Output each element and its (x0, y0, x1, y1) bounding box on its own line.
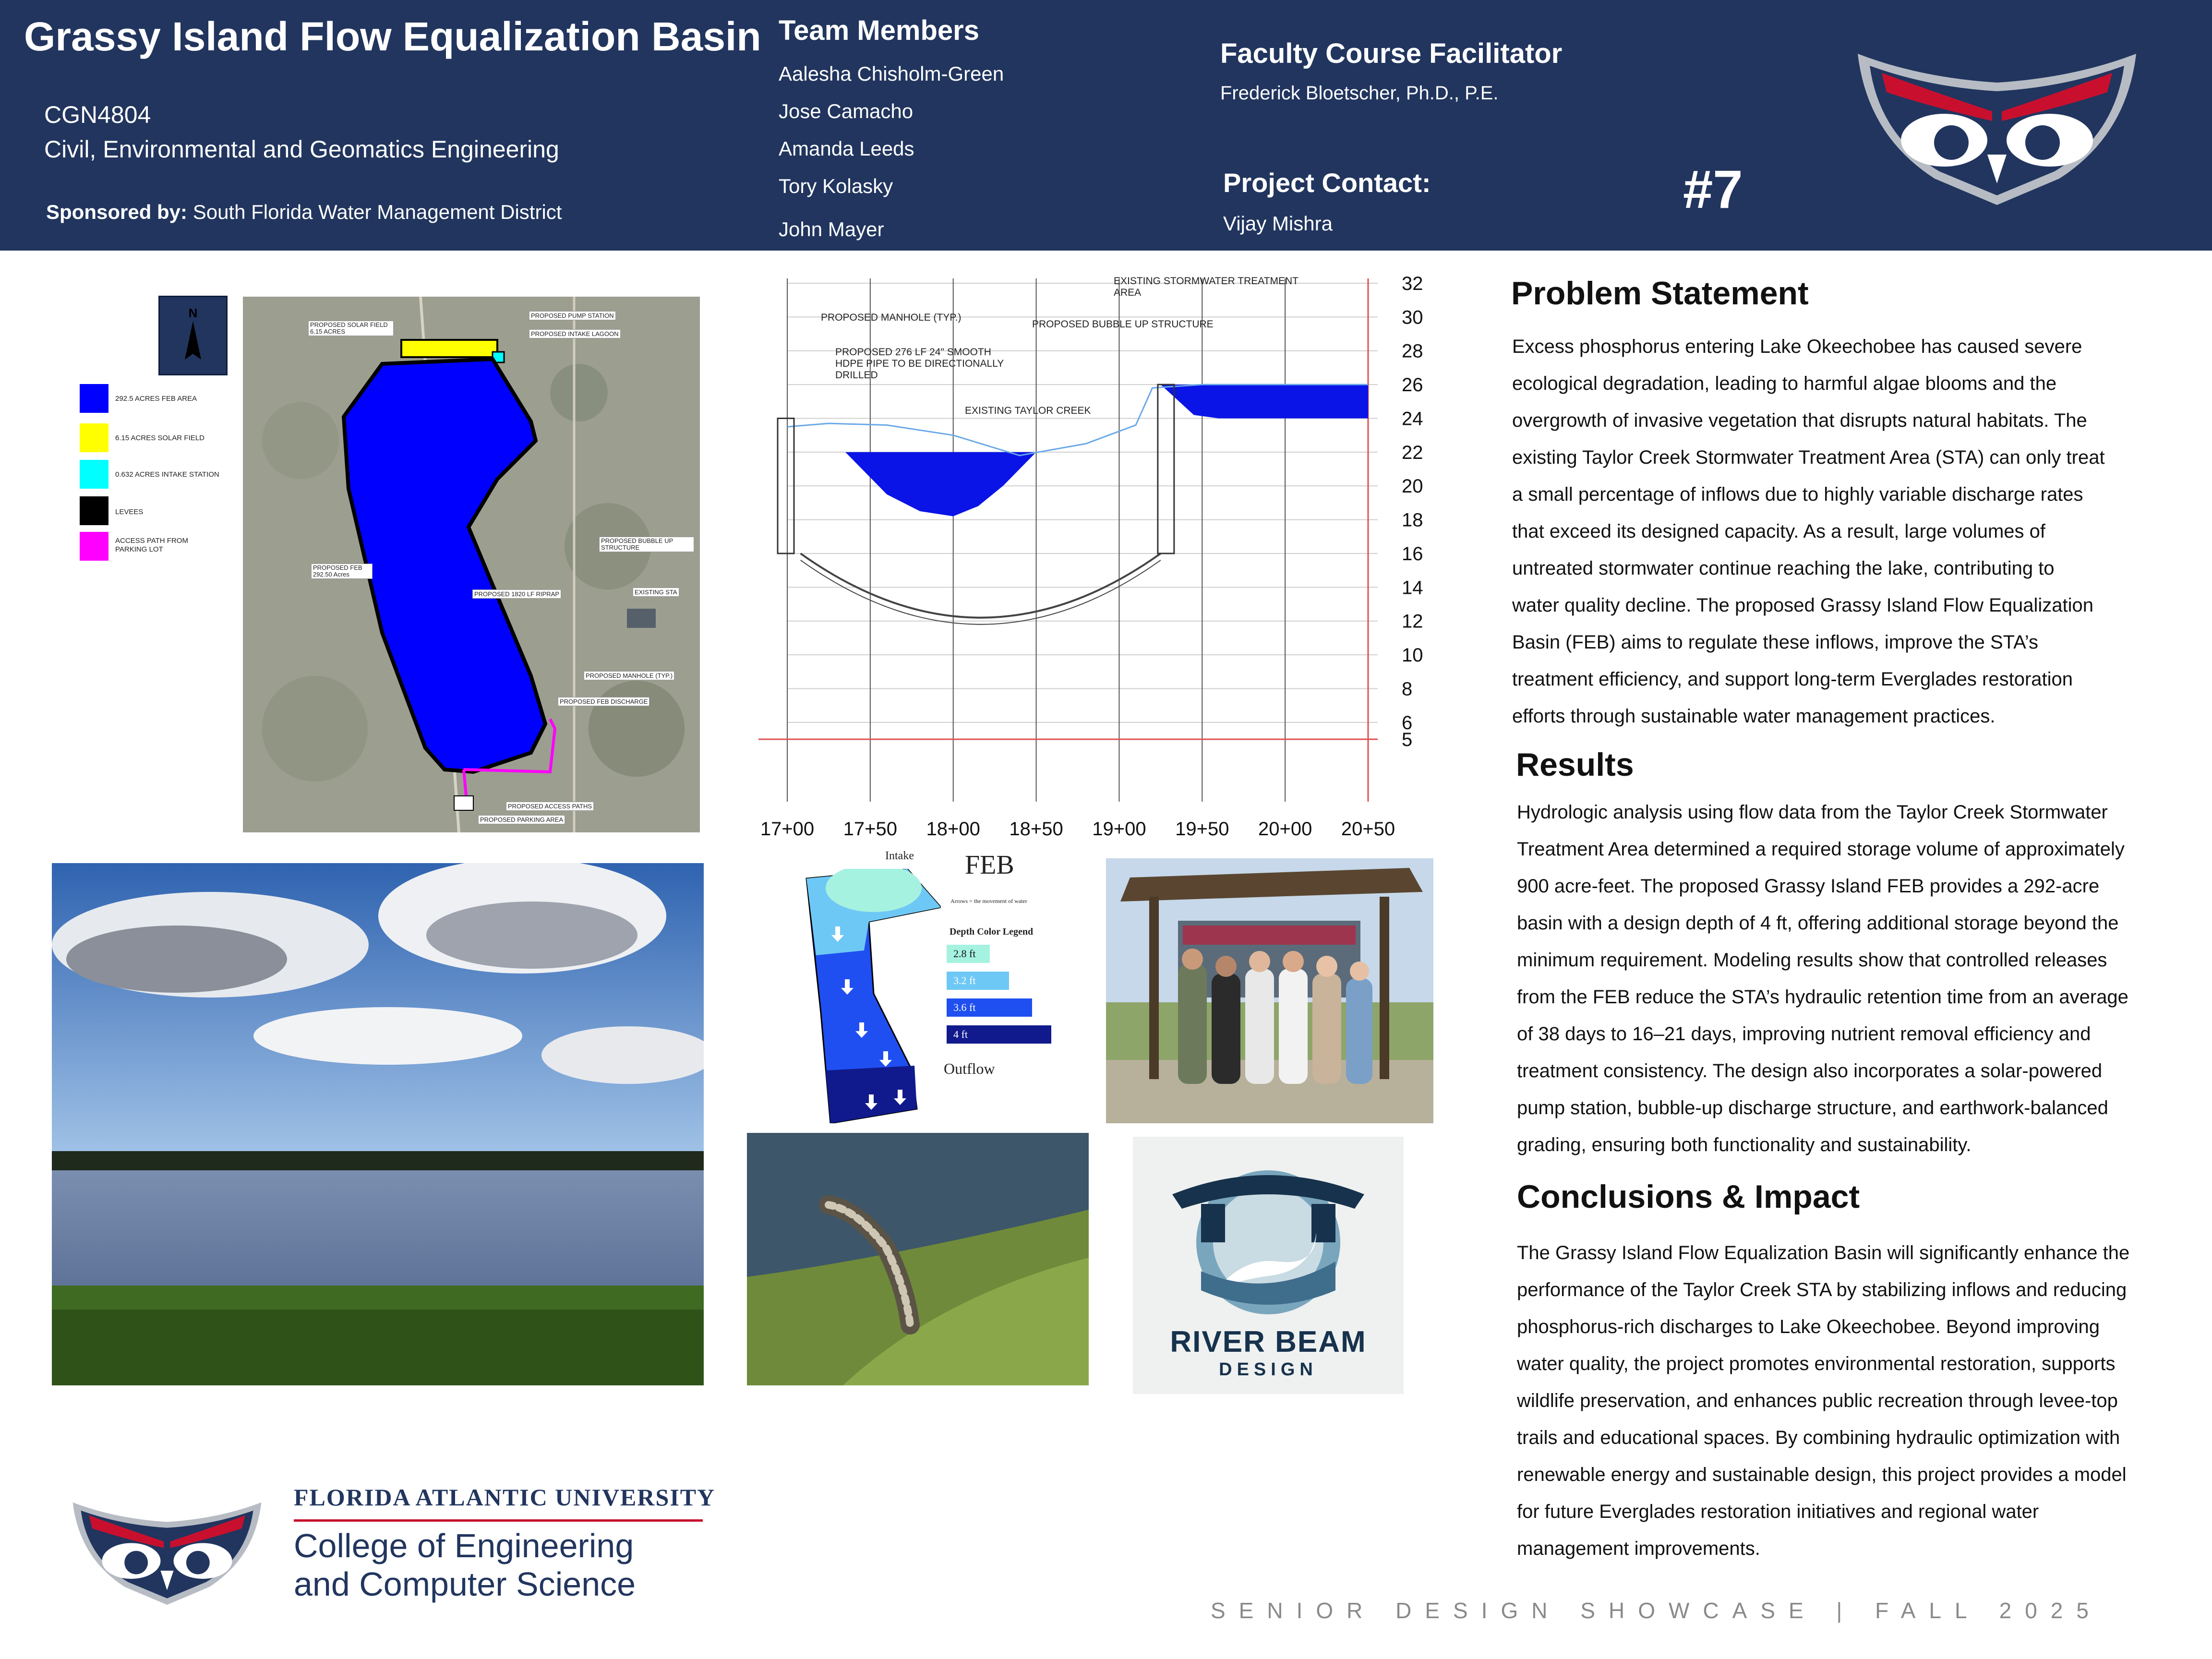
legend-label: 0.632 ACRES INTAKE STATION (115, 470, 219, 479)
hdpe-pipe-line (801, 553, 1161, 618)
map-label-manhole: PROPOSED MANHOLE (TYP.) (584, 671, 674, 680)
legend-swatch-levees (80, 496, 108, 525)
hdpe-pipe-line (801, 560, 1161, 625)
river-beam-logo (1133, 1137, 1404, 1394)
legend-swatch-solar (80, 423, 108, 452)
results-body (1517, 794, 2128, 1164)
profile-annotation-line: EXISTING TAYLOR CREEK (965, 405, 1091, 416)
feb-intake-label: Intake (885, 850, 914, 862)
map-label-intake: PROPOSED INTAKE LAGOON (529, 329, 621, 338)
legend-label: 6.15 ACRES SOLAR FIELD (115, 434, 204, 442)
north-arrow-box (158, 296, 228, 375)
map-label-existing-sta: EXISTING STA (633, 588, 679, 597)
x-tick-label: 17+00 (760, 818, 815, 840)
poster-header (0, 0, 2212, 251)
depth-legend-item: 3.2 ft (947, 972, 1009, 990)
team-photo-image (1106, 858, 1433, 1123)
map-label-discharge: PROPOSED FEB DISCHARGE (558, 697, 649, 706)
problem-line: overgrowth of invasive vegetation that disrupts natural habitats. The (1512, 410, 2087, 431)
college-line-2: and Computer Science (294, 1565, 636, 1603)
team-heading: Team Members (779, 15, 979, 46)
map-label-access: PROPOSED ACCESS PATHS (506, 802, 594, 811)
sta-water-area (1161, 385, 1368, 418)
university-divider (294, 1519, 703, 1522)
university-name: FLORIDA ATLANTIC UNIVERSITY (294, 1484, 716, 1511)
problem-body (1512, 328, 2105, 735)
profile-annotation-line: AREA (1114, 287, 1142, 298)
results-line: of 38 days to 16–21 days, improving nutrient removal efficiency and (1517, 1023, 2091, 1045)
team-member: Tory Kolasky (779, 175, 893, 197)
profile-annotation (1114, 276, 1298, 298)
conclusions-line: for future Everglades restoration initiatives and regional water (1517, 1501, 2039, 1522)
x-tick-label: 17+50 (843, 818, 898, 840)
feb-legend-title: Depth Color Legend (950, 926, 1034, 937)
profile-annotation (821, 312, 962, 323)
y-tick-label: 24 (1402, 408, 1423, 430)
results-line: grading, ensuring both functionality and sustainability. (1517, 1134, 1972, 1155)
logo-line-1: RIVER BEAM (1170, 1325, 1367, 1358)
feb-outflow-label: Outflow (944, 1060, 995, 1077)
team-member: Aalesha Chisholm-Green (779, 62, 1004, 85)
faculty-name: Frederick Bloetscher, Ph.D., P.E. (1220, 83, 1499, 104)
results-line: minimum requirement. Modeling results show that controlled releases (1517, 950, 2107, 971)
faculty-heading: Faculty Course Facilitator (1220, 38, 1563, 69)
y-tick-label: 10 (1402, 645, 1423, 666)
conclusions-line: phosphorus-rich discharges to Lake Okeechobee. Beyond improving (1517, 1316, 2100, 1337)
y-tick-label: 20 (1402, 476, 1423, 497)
team-member: Amanda Leeds (779, 137, 914, 160)
contact-name: Vijay Mishra (1223, 212, 1333, 235)
profile-annotation (1032, 319, 1214, 330)
map-label-riprap: PROPOSED 1820 LF RIPRAP (472, 589, 561, 599)
profile-annotation (965, 405, 1091, 416)
map-label-solar: PROPOSED SOLAR FIELD 6.15 ACRES (308, 321, 394, 336)
team-member: John Mayer (779, 218, 884, 240)
profile-annotation-line: PROPOSED MANHOLE (TYP.) (821, 312, 962, 323)
profile-chart (739, 259, 1426, 845)
feb-basin-shape (797, 869, 941, 1123)
y-tick-label: 16 (1402, 543, 1423, 565)
y-tick-label: 30 (1402, 307, 1423, 328)
site-map (243, 297, 700, 832)
depth-legend-item: 2.8 ft (947, 945, 990, 963)
department-name: Civil, Environmental and Geomatics Engineering (44, 136, 559, 163)
sponsor-line (46, 201, 562, 224)
y-tick-label: 12 (1402, 611, 1423, 632)
alligator-photo-image (747, 1133, 1089, 1385)
conclusions-line: The Grassy Island Flow Equalization Basin will significantly enhance the (1517, 1242, 2130, 1263)
results-line: treatment consistency. The design also incorporates a solar-powered (1517, 1060, 2103, 1082)
college-name (294, 1527, 636, 1603)
contact-heading: Project Contact: (1223, 168, 1431, 198)
problem-line: a small percentage of inflows due to highly variable discharge rates (1512, 484, 2083, 505)
conclusions-line: management improvements. (1517, 1538, 1760, 1559)
conclusions-body (1517, 1235, 2129, 1567)
y-tick-label: 22 (1402, 442, 1423, 463)
showcase-footer: SENIOR DESIGN SHOWCASE | FALL 2025 (1211, 1598, 2102, 1623)
sponsor-name: South Florida Water Management District (192, 201, 562, 223)
problem-line: ecological degradation, leading to harmful algae blooms and the (1512, 373, 2057, 394)
x-tick-label: 19+50 (1175, 818, 1229, 840)
results-heading: Results (1516, 746, 1634, 783)
profile-annotation-line: EXISTING STORMWATER TREATMENT (1114, 276, 1299, 287)
fau-owl-footer-icon (66, 1492, 268, 1607)
conclusions-line: trails and educational spaces. By combining hydraulic optimization with (1517, 1427, 2120, 1448)
river-beam-logo-icon (1172, 1146, 1364, 1319)
map-label-pump: PROPOSED PUMP STATION (529, 311, 616, 320)
problem-line: treatment efficiency, and support long-term Everglades restoration (1512, 669, 2073, 690)
map-label-parking: PROPOSED PARKING AREA (478, 815, 565, 824)
problem-line: Excess phosphorus entering Lake Okeechobee has caused severe (1512, 336, 2082, 357)
x-tick-label: 20+50 (1341, 818, 1395, 840)
conclusions-line: performance of the Taylor Creek STA by stabilizing inflows and reducing (1517, 1279, 2127, 1300)
legend-label: ACCESS PATH FROM PARKING LOT (115, 537, 188, 553)
y-tick-label: 28 (1402, 340, 1423, 362)
y-tick-label: 5 (1402, 729, 1413, 750)
legend-swatch-feb (80, 384, 108, 413)
y-tick-label: 6 (1402, 712, 1413, 733)
creek-water-area (845, 452, 1036, 517)
profile-annotation-line: HDPE PIPE TO BE DIRECTIONALLY (835, 358, 1004, 369)
conclusions-line: water quality, the project promotes environmental restoration, supports (1517, 1353, 2116, 1374)
map-label-bubble: PROPOSED BUBBLE UP STRUCTURE (599, 537, 694, 552)
lake-photo (52, 863, 704, 1385)
problem-line: existing Taylor Creek Stormwater Treatment Area (STA) can only treat (1512, 447, 2105, 468)
alligator-photo (747, 1133, 1089, 1385)
team-photo (1106, 858, 1433, 1123)
logo-line-2: DESIGN (1219, 1359, 1318, 1380)
y-tick-label: 18 (1402, 509, 1423, 531)
results-line: 900 acre-feet. The proposed Grassy Island FEB provides a 292-acre (1517, 876, 2100, 897)
profile-annotation-line: DRILLED (835, 370, 878, 381)
profile-annotation (835, 347, 1004, 381)
svg-text:N: N (188, 306, 198, 320)
problem-line: water quality decline. The proposed Grassy Island Flow Equalization (1512, 595, 2094, 616)
x-tick-label: 18+50 (1009, 818, 1063, 840)
north-arrow-icon (160, 297, 226, 374)
problem-line: that exceed its designed capacity. As a result, large volumes of (1512, 521, 2045, 542)
depth-legend-item: 4 ft (947, 1025, 1051, 1044)
y-tick-label: 26 (1402, 374, 1423, 396)
results-line: pump station, bubble-up discharge structure, and earthwork-balanced (1517, 1097, 2108, 1118)
conclusions-line: wildlife preservation, and enhances public recreation through levee-top (1517, 1390, 2118, 1411)
conclusions-line: renewable energy and sustainable design, this project provides a model (1517, 1464, 2127, 1485)
legend-label: LEVEES (115, 508, 144, 516)
fau-owl-icon (1848, 39, 2146, 207)
x-tick-label: 19+00 (1092, 818, 1146, 840)
team-member: Jose Camacho (779, 100, 914, 122)
lake-photo-image (52, 863, 704, 1385)
results-line: Hydrologic analysis using flow data from the Taylor Creek Stormwater (1517, 802, 2108, 823)
y-tick-label: 14 (1402, 577, 1423, 599)
problem-line: Basin (FEB) aims to regulate these inflows, improve the STA’s (1512, 632, 2038, 653)
y-tick-label: 8 (1402, 678, 1413, 700)
problem-heading: Problem Statement (1511, 275, 1809, 312)
profile-annotation-line: PROPOSED BUBBLE UP STRUCTURE (1032, 319, 1214, 330)
problem-line: untreated stormwater continue reaching the lake, contributing to (1512, 558, 2055, 579)
results-line: Treatment Area determined a required storage volume of approximately (1517, 839, 2125, 860)
results-line: from the FEB reduce the STA’s hydraulic retention time from an average (1517, 986, 2128, 1008)
project-number: #7 (1683, 159, 1743, 219)
depth-legend-item: 3.6 ft (947, 998, 1032, 1017)
feb-arrows-note: Arrows = the movement of water (950, 898, 1027, 904)
legend-label: 292.5 ACRES FEB AREA (115, 395, 197, 403)
sponsor-label: Sponsored by: (46, 201, 188, 223)
conclusions-heading: Conclusions & Impact (1517, 1178, 1860, 1215)
feb-depth-diagram (787, 850, 1066, 1128)
manhole-right (1158, 385, 1174, 553)
problem-line: efforts through sustainable water management practices. (1512, 706, 1996, 727)
legend-swatch-access (80, 532, 108, 561)
course-code: CGN4804 (44, 101, 151, 128)
college-line-1: College of Engineering (294, 1527, 634, 1564)
x-tick-label: 20+00 (1258, 818, 1312, 840)
poster-title: Grassy Island Flow Equalization Basin (24, 14, 761, 59)
y-tick-label: 32 (1402, 273, 1423, 294)
results-line: basin with a design depth of 4 ft, offering additional storage beyond the (1517, 913, 2119, 934)
legend-swatch-intake (80, 460, 108, 489)
map-label-feb: PROPOSED FEB 292.50 Acres (311, 564, 373, 579)
x-tick-label: 18+00 (926, 818, 980, 840)
profile-annotation-line: PROPOSED 276 LF 24" SMOOTH (835, 347, 991, 358)
feb-title: FEB (965, 850, 1014, 880)
